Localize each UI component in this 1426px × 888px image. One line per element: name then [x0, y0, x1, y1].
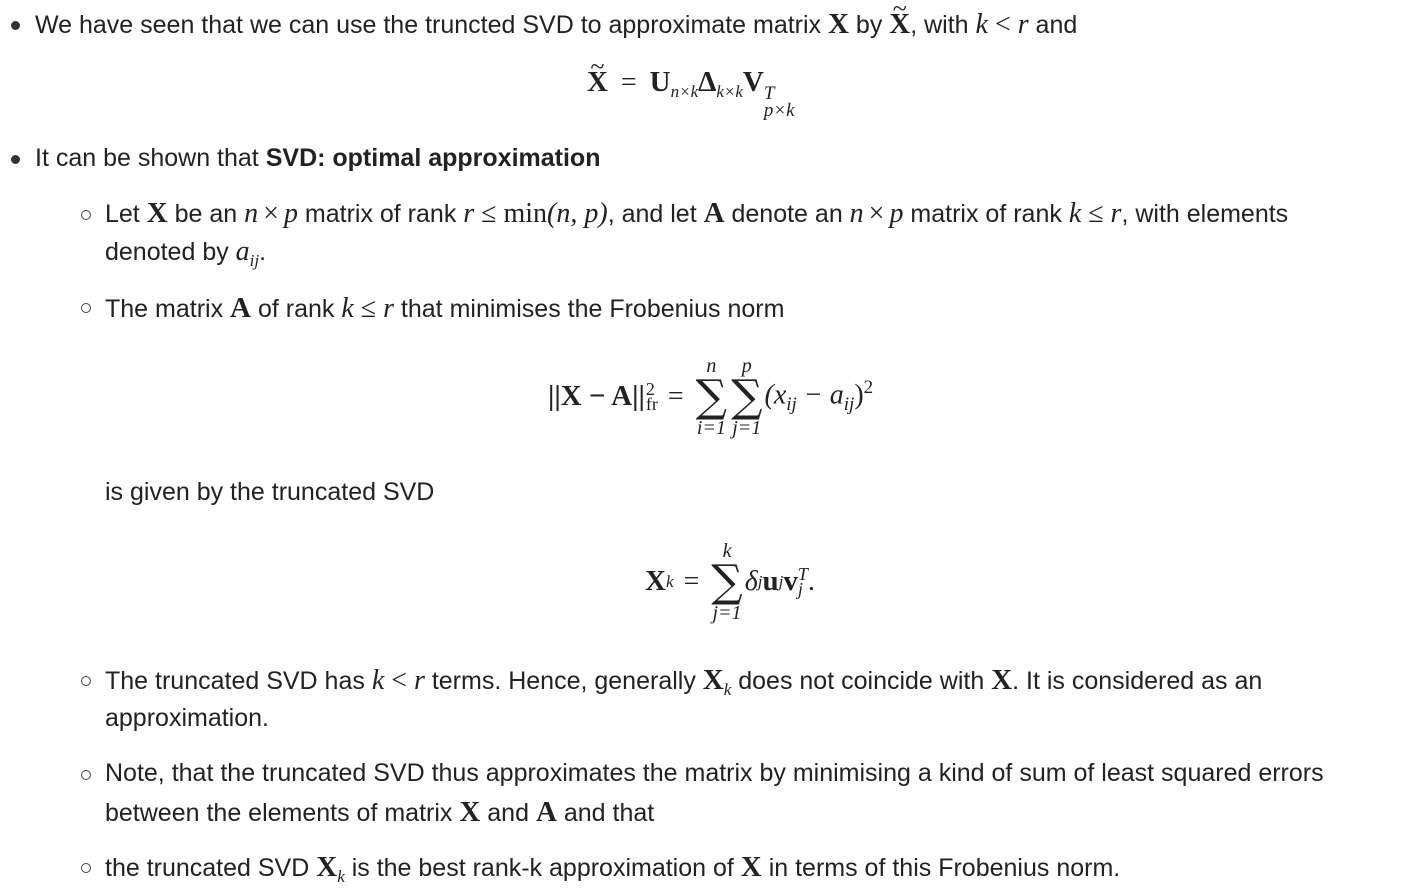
math-lt: < — [391, 665, 408, 696]
math-k: k — [371, 665, 385, 696]
math-k: k — [341, 293, 354, 324]
eq-U-sub: n×k — [670, 81, 699, 101]
sub-bullet-marker — [81, 303, 91, 313]
frob-lhs: ||X − A|| — [548, 380, 645, 413]
frob-sub-ij: ij — [843, 394, 855, 416]
sum-lower: j=1 — [732, 416, 762, 439]
text: , and let — [607, 200, 697, 228]
eq-Delta-sub: k×k — [716, 81, 743, 101]
text: in terms of this Frobenius norm. — [768, 854, 1121, 882]
text: by — [855, 11, 883, 39]
svd-lhs-sub: k — [665, 571, 674, 591]
sub-bullet-marker — [81, 770, 91, 780]
eq-V-sup: T — [763, 82, 775, 104]
text: Note, that the truncated SVD thus approximates the matrix by minimising a kind of sum of least squared errors — [105, 759, 1324, 787]
math-ij: ij — [249, 250, 260, 270]
math-X: X — [702, 664, 724, 696]
bullet-marker — [11, 21, 20, 30]
math-X: X — [146, 197, 168, 229]
text: terms. Hence, generally — [431, 667, 696, 695]
text: of rank — [257, 295, 335, 323]
sub-4-line-2 — [105, 796, 654, 829]
frob-sub-ij: ij — [786, 394, 797, 416]
math-X: X — [459, 796, 481, 828]
frob-body-a: (x — [764, 379, 787, 411]
equation-frobenius — [548, 356, 873, 438]
text: and — [487, 799, 529, 827]
math-n: n — [244, 198, 259, 229]
sub-bullet-marker — [81, 676, 91, 686]
eq-V: V — [742, 66, 764, 98]
text: and that — [563, 799, 655, 827]
math-r: r — [383, 293, 394, 324]
math-X: X — [316, 851, 338, 883]
sum-j — [711, 541, 742, 623]
math-X: X — [991, 664, 1013, 696]
math-k: k — [1068, 198, 1082, 229]
text: denote an — [731, 200, 843, 228]
sub-bullet-marker — [81, 210, 91, 220]
text: that minimises the Frobenius norm — [400, 295, 785, 323]
math-X-tilde: ~ X — [889, 8, 910, 41]
sub-1-line-2 — [105, 236, 266, 271]
svd-rel: = — [683, 565, 700, 597]
math-lt: < — [994, 9, 1011, 40]
text: matrix of rank — [304, 200, 457, 228]
math-X: X — [740, 851, 762, 883]
sum-upper: k — [722, 540, 732, 562]
math-A: A — [535, 796, 557, 828]
math-r: r — [413, 665, 425, 696]
eq-rel: = — [620, 67, 637, 98]
svd-u: u — [762, 565, 779, 598]
math-A: A — [703, 197, 725, 229]
bold-heading: SVD: optimal approximation — [265, 144, 601, 172]
math-a: a — [235, 236, 250, 267]
text: , with — [910, 11, 969, 39]
text: . — [259, 238, 267, 266]
text: We have seen that we can use the truncted SVD to approximate matrix — [35, 11, 822, 39]
sub-1-line-1 — [105, 197, 1288, 230]
math-min: min — [503, 198, 548, 229]
text: Let — [105, 200, 140, 228]
text: is the best rank-k approximation of — [351, 854, 734, 882]
text: The matrix — [105, 295, 224, 323]
frob-body-b: − a — [796, 379, 844, 411]
frob-rel: = — [667, 380, 684, 412]
text: It can be shown that — [35, 144, 259, 172]
sum-lower: j=1 — [712, 601, 742, 624]
equation-truncated-svd — [645, 541, 815, 623]
eq-Delta: Δ — [698, 66, 717, 98]
math-times: × — [868, 198, 885, 229]
text: . It is considered as an — [1012, 667, 1263, 695]
svd-v-sup: T — [797, 563, 808, 584]
eq-U: U — [649, 66, 671, 98]
text: does not coincide with — [738, 667, 985, 695]
math-r: r — [463, 198, 475, 229]
sub-3-line-2 — [105, 704, 269, 733]
svd-delta: δ — [744, 565, 758, 597]
eq-V-sub: p×k — [763, 99, 795, 121]
sub-5-text — [105, 851, 1120, 887]
bullet-marker — [11, 155, 20, 164]
svd-v-sub: j — [797, 578, 803, 599]
math-k-sub: k — [337, 866, 345, 886]
sigma-icon: ∑ — [731, 371, 763, 422]
math-k: k — [975, 9, 988, 40]
frob-body-c: ) — [854, 379, 864, 411]
math-times: × — [263, 198, 279, 229]
math-le: ≤ — [481, 198, 497, 229]
sum-lower: i=1 — [696, 416, 726, 439]
math-k-sub: k — [723, 679, 732, 699]
text: matrix of rank — [910, 200, 1062, 228]
math-r: r — [1017, 9, 1029, 40]
sum-j — [731, 356, 762, 438]
bullet-1-text — [35, 8, 1077, 41]
text: the truncated SVD — [105, 854, 310, 882]
math-args: (n, p) — [547, 198, 608, 229]
text: The truncated SVD has — [105, 667, 365, 695]
math-le: ≤ — [360, 293, 377, 324]
text: and — [1035, 11, 1078, 39]
bullet-2-text — [35, 144, 600, 173]
equation-svd-approx — [587, 66, 795, 119]
math-p: p — [889, 198, 904, 229]
sum-i — [696, 356, 727, 438]
frob-sup: 2 — [645, 378, 655, 399]
text: approximation. — [105, 704, 269, 732]
given-by-text — [105, 478, 434, 507]
sub-2-text — [105, 292, 784, 325]
math-p: p — [283, 198, 298, 229]
sigma-icon: ∑ — [695, 371, 728, 422]
svd-v: v — [783, 565, 798, 598]
math-n: n — [849, 198, 864, 229]
math-le: ≤ — [1088, 198, 1104, 229]
sub-4-line-1 — [105, 759, 1324, 788]
frob-body — [765, 377, 874, 416]
svd-end: . — [807, 565, 815, 597]
text: , with elements — [1121, 200, 1289, 228]
frob-sub: fr — [645, 393, 658, 414]
frob-body-sup: 2 — [863, 377, 874, 399]
svd-lhs: X — [645, 565, 666, 598]
text: between the elements of matrix — [105, 799, 453, 827]
text: denoted by — [105, 238, 229, 266]
sigma-icon: ∑ — [711, 556, 743, 607]
svd-u-sub: j — [778, 571, 784, 591]
math-r: r — [1110, 198, 1122, 229]
sub-3-line-1 — [105, 664, 1262, 700]
eq-lhs: ~ X — [587, 66, 608, 99]
sum-upper: p — [741, 355, 752, 377]
sum-upper: n — [706, 355, 717, 377]
math-A: A — [230, 292, 251, 324]
svd-delta-sub: j — [757, 571, 763, 591]
math-X: X — [828, 8, 849, 40]
text: is given by the truncated SVD — [105, 478, 435, 506]
text: be an — [174, 200, 238, 228]
sub-bullet-marker — [81, 863, 91, 873]
